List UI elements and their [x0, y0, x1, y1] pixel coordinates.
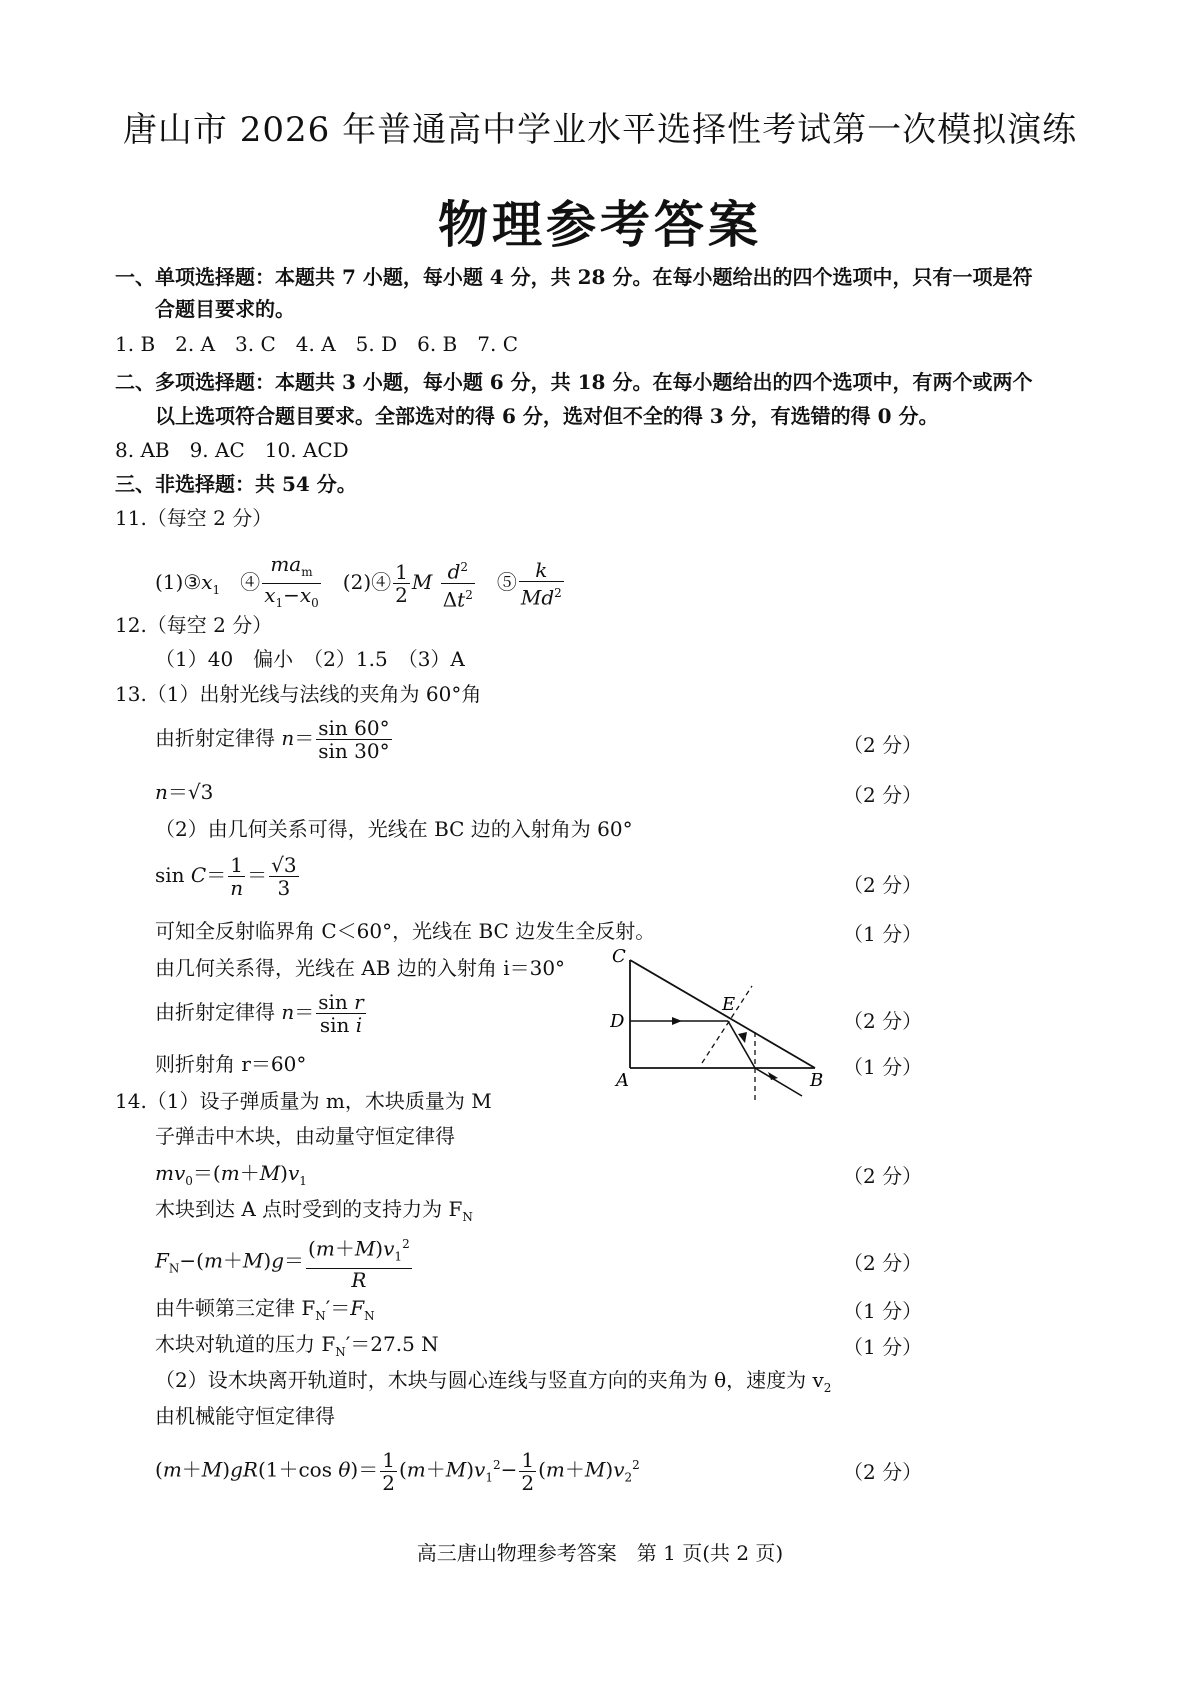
q11-fraction-1: $\frac{ma_m}{x_1-x_0}$ [264, 552, 319, 610]
q13-one-over-n: $\frac{1}{n}$ [230, 853, 244, 900]
q14-centripetal-equation: $F_N-(m+M)g=$ $\frac{(m+M)v_1^2}{R}$ [155, 1233, 414, 1291]
section2-answers: 8. AB 9. AC 10. ACD [115, 438, 349, 462]
section1-answers: 1. B 2. A 3. C 4. A 5. D 6. B 7. C [115, 332, 518, 356]
section1-instructions-line2: 合题目要求的。 [155, 297, 295, 321]
q11-fraction-2: $\frac{1}{2}$ [395, 560, 408, 607]
q13-refraction-angle: 则折射角 r＝60° [155, 1052, 307, 1076]
q13-critical-angle-formula: sin C＝ $\frac{1}{n}$ ＝ $\frac{√3}{3}$ [155, 853, 297, 900]
q11-header: 11.（每空 2 分） [115, 506, 273, 530]
q13-root3-over-3: $\frac{√3}{3}$ [271, 853, 297, 900]
reflected-ray [728, 1021, 755, 1068]
q13-incident-angle: 由几何关系得，光线在 AB 边的入射角 i＝30° [155, 956, 566, 980]
q13-part1-statement: 13.（1）出射光线与法线的夹角为 60°角 [115, 682, 482, 706]
score-label: （1 分） [843, 1335, 923, 1359]
q13-formula-prefix: 由折射定律得 [155, 726, 282, 750]
q11-answers: $(1)③x_1$ ④ $\frac{ma_m}{x_1-x_0}$ (2)④ $\frac{1}{2}$ M $\frac{d^2}{\Delta t^2}$ ⑤ $\frac{k}{Md^2}$ [155, 553, 566, 614]
q13-sin-r-over-sin-i: $\frac{\text{sin r}}{\text{sin i}}$ [318, 990, 364, 1037]
label-c: C [612, 948, 626, 967]
q14-part2-statement: （2）设木块离开轨道时，木块与圆心连线与竖直方向的夹角为 θ，速度为 $v_2$ [155, 1368, 832, 1395]
q13-formula-prefix-2: 由折射定律得 [155, 1000, 282, 1024]
section1-instructions-line1: 一、单项选择题：本题共 7 小题，每小题 4 分，共 28 分。在每小题给出的四个选项中，只有一项是符 [115, 265, 1033, 289]
q11-fraction-3: $\frac{d^2}{\Delta t^2}$ [441, 556, 475, 610]
q13-n-value: n＝√3 [155, 780, 214, 804]
score-label: （2 分） [843, 1251, 923, 1275]
score-label: （2 分） [843, 1460, 923, 1484]
q14-half-2: $\frac{1}{2}$ [521, 1447, 535, 1495]
q14-energy-statement: 由机械能守恒定律得 [155, 1404, 335, 1428]
section2-instructions-line2: 以上选项符合题目要求。全部选对的得 6 分，选对但不全的得 3 分，有选错的得 0 分。 [155, 404, 939, 428]
label-a: A [616, 1070, 629, 1091]
q13-part2-statement: （2）由几何关系可得，光线在 BC 边的入射角为 60° [155, 817, 633, 841]
incident-ray-arrow [672, 1017, 682, 1025]
q14-energy-equation: (m＋M)gR(1＋cos θ)＝ $\frac{1}{2}$ $(m+M)v_1^2-$ $\frac{1}{2}$ $(m+M)v_2^2$ [155, 1447, 640, 1495]
q14-pressure-text: 木块对轨道的压力 F [155, 1332, 336, 1356]
score-label: （2 分） [843, 733, 923, 757]
score-label: （2 分） [843, 1009, 923, 1033]
refracted-ray-arrow [768, 1072, 778, 1080]
exam-title: 唐山市 2026 年普通高中学业水平选择性考试第一次模拟演练 [122, 110, 1078, 150]
q11-fraction-4: $\frac{k}{Md^2}$ [520, 557, 562, 610]
q13-total-reflection: 可知全反射临界角 C＜60°，光线在 BC 边发生全反射。 [155, 919, 656, 943]
q13-sin-fraction: $\frac{\sin 60^\circ}{\sin 30^\circ}$ [318, 716, 390, 763]
q12-header: 12.（每空 2 分） [115, 613, 273, 637]
q14-momentum-equation: $mv_0=(m+M)v_1$ [155, 1161, 307, 1188]
q14-support-force-statement: 木块到达 A 点时受到的支持力为 $F_N$ [155, 1197, 473, 1224]
label-e: E [722, 994, 736, 1015]
q14-half-1: $\frac{1}{2}$ [382, 1447, 395, 1495]
q14-pressure-value: ＝27.5 N [350, 1332, 439, 1356]
score-label: （1 分） [843, 1055, 923, 1079]
score-label: （2 分） [843, 783, 923, 807]
section3-header: 三、非选择题：共 54 分。 [115, 472, 357, 496]
q14-newton-third-law: 由牛顿第三定律 $F_N'=F_N$ [155, 1296, 375, 1323]
q14-support-text: 木块到达 A 点时受到的支持力为 F [155, 1197, 463, 1221]
q13-refraction-formula: 由折射定律得 n＝ $\frac{\sin 60^\circ}{\sin 30^\circ}$ [155, 716, 390, 763]
score-label: （2 分） [843, 873, 923, 897]
prism-ray-diagram [610, 948, 830, 1103]
q14-newton-text: 由牛顿第三定律 F [155, 1296, 316, 1320]
label-d: D [610, 1011, 625, 1032]
label-b: B [810, 1070, 824, 1091]
page-footer: 高三唐山物理参考答案 第 1 页(共 2 页) [416, 1541, 784, 1565]
score-label: （2 分） [843, 1164, 923, 1188]
q14-pressure-force: 木块对轨道的压力 $F_N'=27.5$ N [155, 1332, 439, 1359]
q14-part1-statement: 14.（1）设子弹质量为 m，木块质量为 M [115, 1089, 492, 1113]
q13-refraction-formula-2: 由折射定律得 n＝ $\frac{\text{sin r}}{\text{sin i}}$ [155, 990, 364, 1037]
q14-part2-text: （2）设木块离开轨道时，木块与圆心连线与竖直方向的夹角为 θ，速度为 v [155, 1368, 824, 1392]
score-label: （1 分） [843, 922, 923, 946]
document-subtitle: 物理参考答案 [438, 195, 762, 254]
score-label: （1 分） [843, 1299, 923, 1323]
q14-momentum-statement: 子弹击中木块，由动量守恒定律得 [155, 1124, 455, 1148]
q12-answers: （1）40 偏小 （2）1.5 （3）A [155, 647, 465, 671]
q14-centripetal-fraction: $\frac{(m+M)v_1^2}{R}$ [306, 1233, 412, 1291]
refracted-ray [755, 1068, 802, 1096]
section2-instructions-line1: 二、多项选择题：本题共 3 小题，每小题 6 分，共 18 分。在每小题给出的四个选项中，有两个或两个 [115, 370, 1033, 394]
